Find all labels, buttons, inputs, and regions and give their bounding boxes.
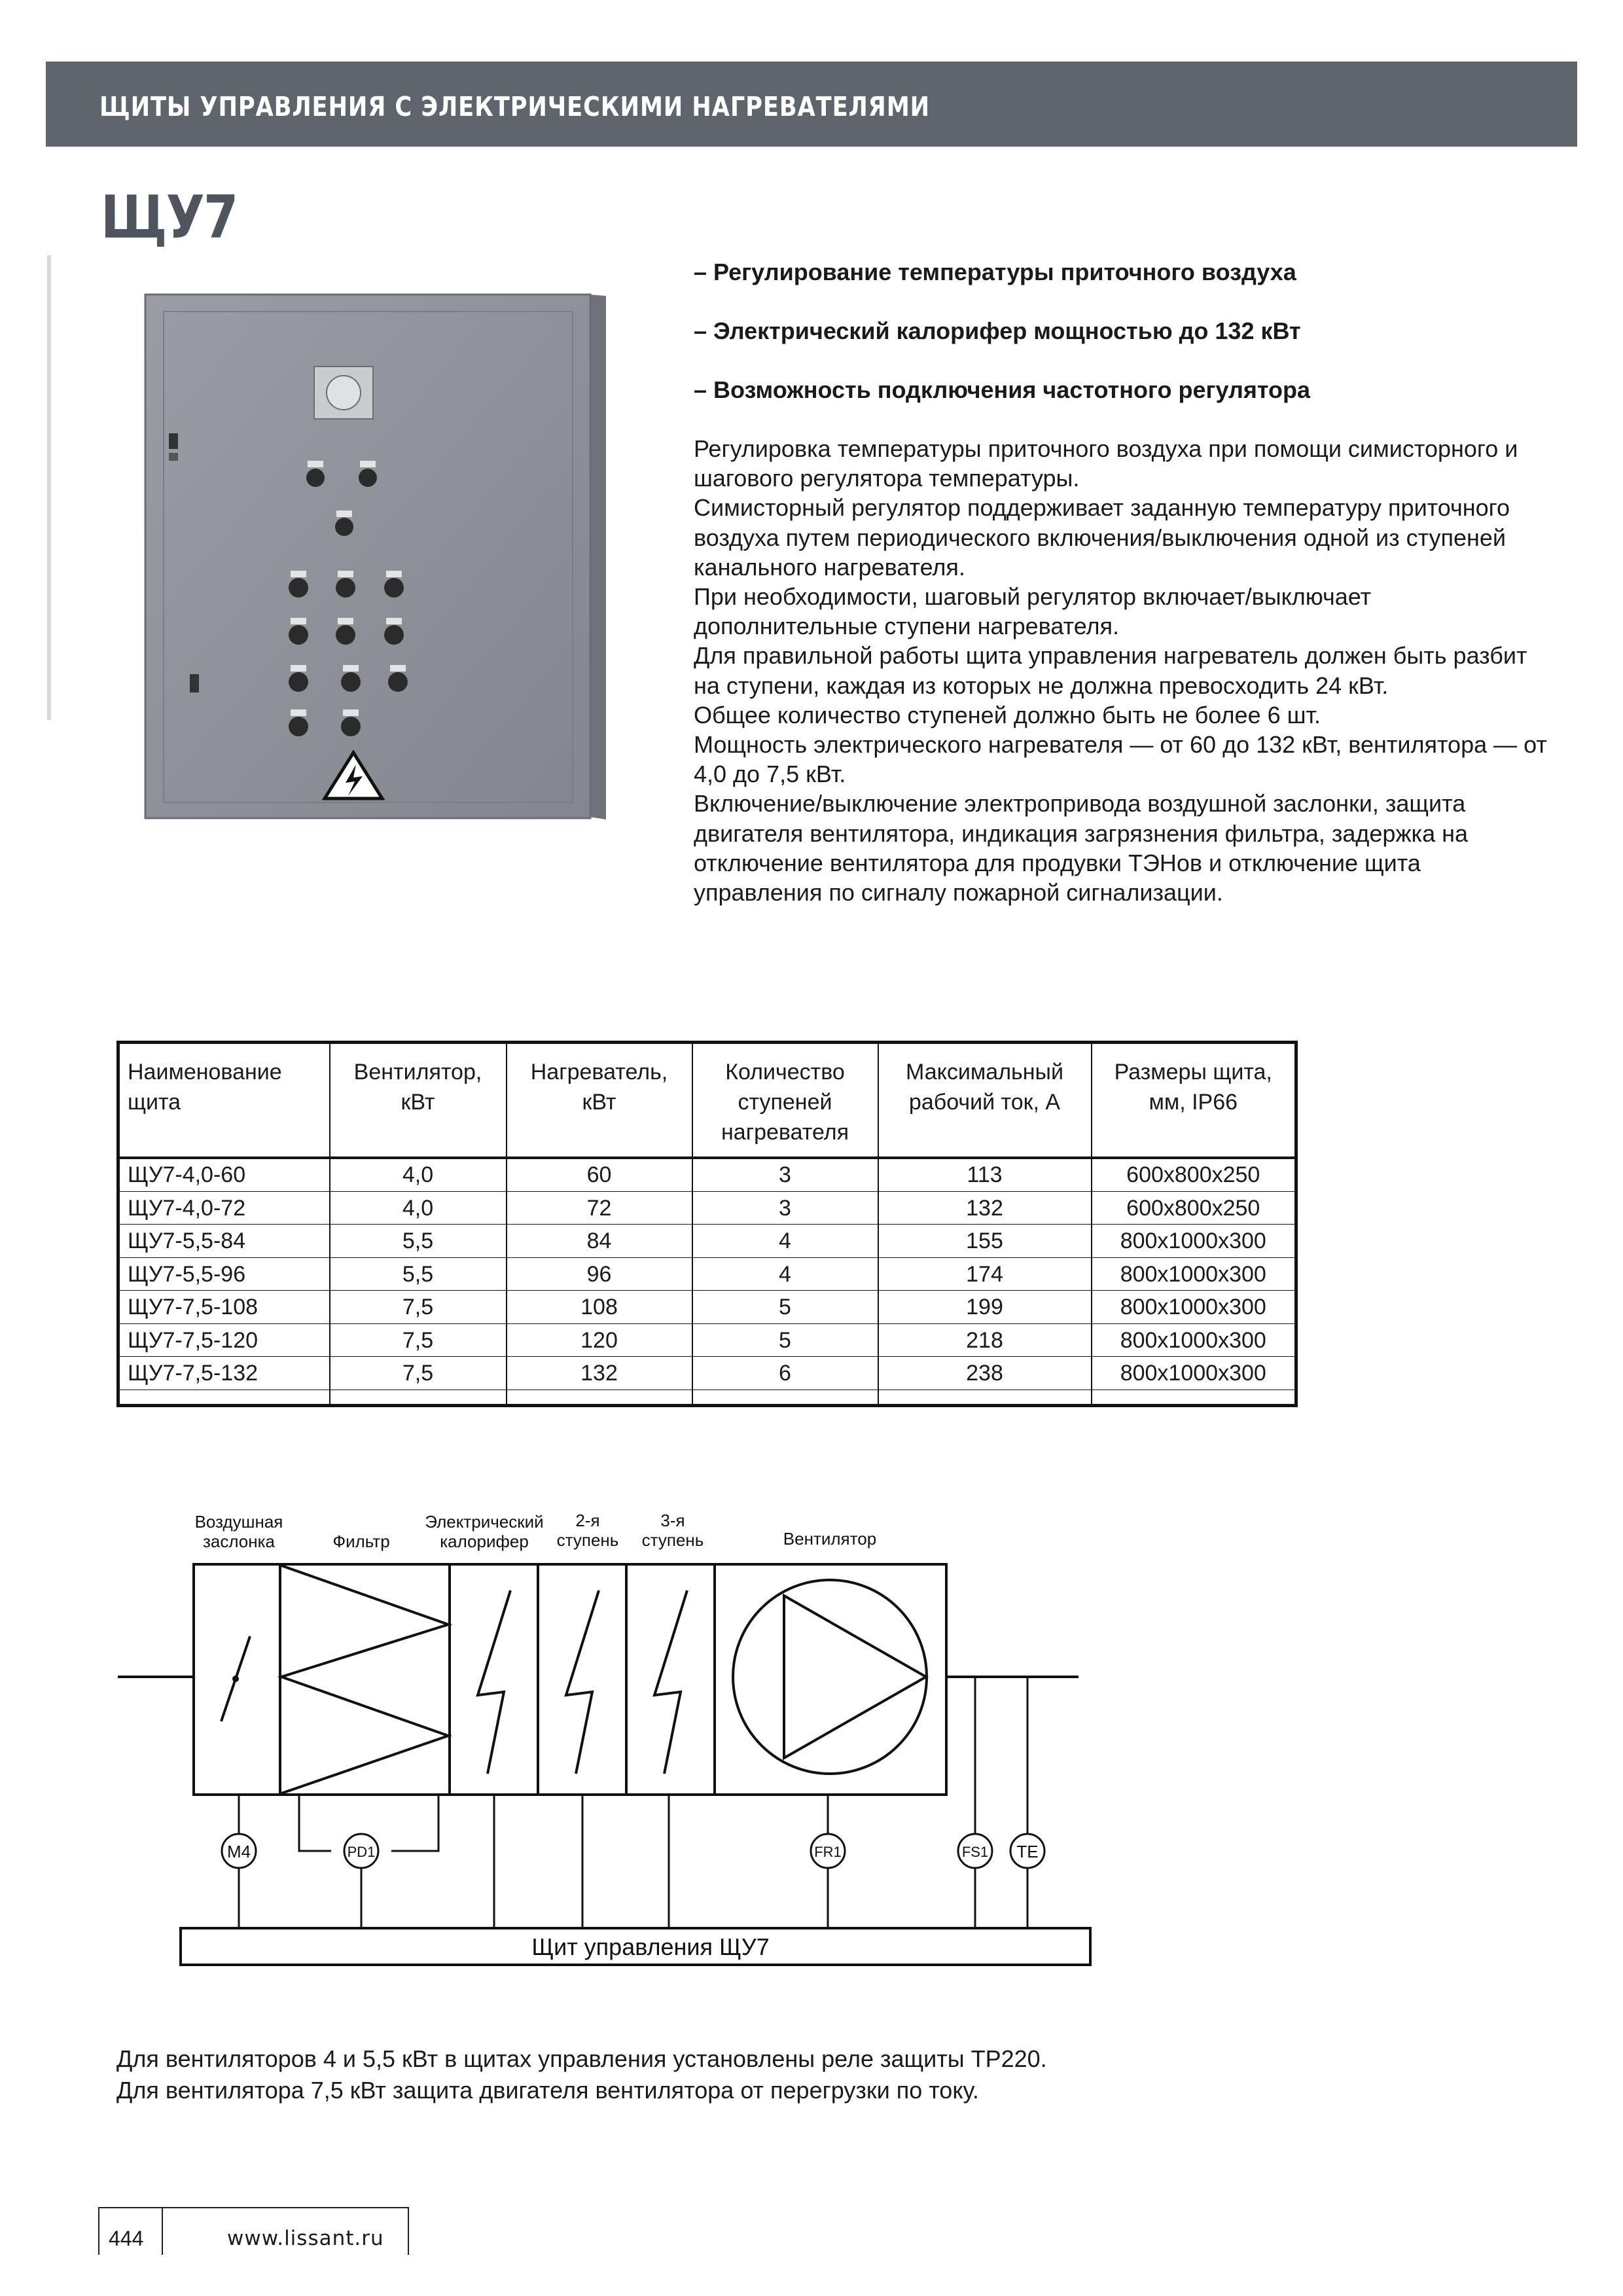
table-cell: 96 xyxy=(507,1257,692,1290)
label-heater: калорифер xyxy=(440,1532,529,1551)
description-paragraph: Регулировка температуры приточного воздуха при помощи симисторного и шагового регулятора температуры. xyxy=(694,435,1518,492)
table-cell: 218 xyxy=(878,1323,1092,1356)
table-cell: ЩУ7-5,5-96 xyxy=(118,1257,330,1290)
column-header: Размеры щита, мм, IP66 xyxy=(1114,1060,1272,1115)
table-cell: 120 xyxy=(507,1323,692,1356)
table-cell: 155 xyxy=(878,1225,1092,1257)
label-stage-2: 2-я xyxy=(575,1511,600,1530)
table-cell: ЩУ7-7,5-108 xyxy=(118,1291,330,1323)
table-row xyxy=(118,1225,1296,1257)
table-row xyxy=(118,1192,1296,1225)
table-cell: 3 xyxy=(692,1192,878,1225)
control-panel-label: Щит управления ЩУ7 xyxy=(531,1933,770,1960)
description-paragraph: Мощность электрического нагревателя — от 60 до 132 кВт, вентилятора — от 4,0 до 7,5 кВт. xyxy=(694,731,1547,788)
footer-divider xyxy=(162,2208,163,2255)
control-cabinet-photo xyxy=(137,281,609,825)
label-damper: Воздушная xyxy=(194,1512,283,1532)
table-row xyxy=(118,1323,1296,1356)
table-cell: 6 xyxy=(692,1357,878,1390)
description-paragraph: Симисторный регулятор поддерживает заданную температуру приточного воздуха путем периодического включения/выключения одной из ступеней канального нагревателя. xyxy=(694,494,1510,581)
sensor-pd1-label: PD1 xyxy=(347,1844,376,1860)
label-damper: заслонка xyxy=(202,1532,276,1551)
table-cell: ЩУ7-5,5-84 xyxy=(118,1225,330,1257)
label-heater: Электрический xyxy=(425,1512,544,1532)
column-header: Наименование щита xyxy=(118,1043,330,1158)
table-cell: 5,5 xyxy=(330,1257,507,1290)
table-cell: 132 xyxy=(507,1357,692,1390)
table-cell: 3 xyxy=(692,1158,878,1192)
table-cell: 7,5 xyxy=(330,1357,507,1390)
table-cell: 174 xyxy=(878,1257,1092,1290)
feature-item: – Возможность подключения частотного регулятора xyxy=(694,376,1311,403)
table-cell: 7,5 xyxy=(330,1291,507,1323)
table-cell: 84 xyxy=(507,1225,692,1257)
description-paragraph: Для правильной работы щита управления нагреватель должен быть разбит на ступени, каждая из которых не должна превосходить 24 кВт. xyxy=(694,642,1527,699)
table-cell: 4 xyxy=(692,1225,878,1257)
section-title: ЩИТЫ УПРАВЛЕНИЯ С ЭЛЕКТРИЧЕСКИМИ НАГРЕВАТЕЛЯМИ xyxy=(99,91,931,122)
description-paragraph: Общее количество ступеней должно быть не более 6 шт. xyxy=(694,701,1321,728)
note-line: Для вентиляторов 4 и 5,5 кВт в щитах управления установлены реле защиты ТР220. xyxy=(116,2045,1047,2072)
table-cell: 60 xyxy=(507,1158,692,1192)
description xyxy=(694,434,1551,907)
table-cell: 199 xyxy=(878,1291,1092,1323)
table-cell: ЩУ7-7,5-120 xyxy=(118,1323,330,1356)
sensor-m4 xyxy=(222,1834,256,1868)
table-cell: 800х1000х300 xyxy=(1092,1225,1296,1257)
label-stage-3: ступень xyxy=(641,1530,704,1550)
column-header: Максимальный рабочий ток, А xyxy=(878,1043,1092,1158)
table-cell: 800х1000х300 xyxy=(1092,1323,1296,1356)
filter-icon xyxy=(281,1566,448,1793)
sensor-te xyxy=(1010,1834,1044,1868)
table-cell: 238 xyxy=(878,1357,1092,1390)
heater-stage-1-icon xyxy=(478,1590,510,1774)
table-cell: 800х1000х300 xyxy=(1092,1291,1296,1323)
table-header-row xyxy=(118,1043,1296,1158)
product-title: ЩУ7 xyxy=(101,183,238,252)
label-stage-3: 3-я xyxy=(660,1511,685,1530)
damper-icon xyxy=(221,1636,250,1721)
table-cell: ЩУ7-7,5-132 xyxy=(118,1357,330,1390)
table-cell: 5 xyxy=(692,1323,878,1356)
sensor-te-label: TE xyxy=(1016,1842,1039,1861)
sensor-fs1 xyxy=(958,1834,992,1868)
table-cell: 113 xyxy=(878,1158,1092,1192)
table-cell: 800х1000х300 xyxy=(1092,1357,1296,1390)
table-cell: 132 xyxy=(878,1192,1092,1225)
heater-stage-2-icon xyxy=(566,1590,599,1774)
website-link[interactable]: www.lissant.ru xyxy=(227,2227,384,2250)
sensor-pd1 xyxy=(344,1834,378,1868)
description-paragraph: Включение/выключение электропривода воздушной заслонки, защита двигателя вентилятора, индикация загрязнения фильтра, задержка на отключение вентилятора для продувки ТЭНов и отключение щита управления по сигналу пожарной сигнализации. xyxy=(694,790,1468,906)
feature-item: – Электрический калорифер мощностью до 132 кВт xyxy=(694,317,1301,344)
label-filter: Фильтр xyxy=(332,1532,390,1551)
table-cell: 72 xyxy=(507,1192,692,1225)
fan-icon xyxy=(733,1580,927,1774)
column-header: Вентилятор, кВт xyxy=(330,1043,507,1158)
sensor-fr1 xyxy=(811,1834,845,1868)
sensor-m4-label: M4 xyxy=(226,1842,251,1861)
feature-list xyxy=(694,255,1479,432)
table-cell: 600х800х250 xyxy=(1092,1192,1296,1225)
column-header: Нагреватель, кВт xyxy=(507,1043,692,1158)
table-cell: 7,5 xyxy=(330,1323,507,1356)
page-number: 444 xyxy=(109,2227,144,2250)
ventilation-schematic xyxy=(111,1499,1093,1990)
table-cell: 108 xyxy=(507,1291,692,1323)
table-cell: 600х800х250 xyxy=(1092,1158,1296,1192)
label-stage-2: ступень xyxy=(556,1530,619,1550)
side-rule xyxy=(47,255,51,720)
table-cell: 4,0 xyxy=(330,1158,507,1192)
table-cell: 5 xyxy=(692,1291,878,1323)
sensor-fr1-label: FR1 xyxy=(814,1844,842,1860)
table-cell: 800х1000х300 xyxy=(1092,1257,1296,1290)
table-cell: 4,0 xyxy=(330,1192,507,1225)
table-cell: ЩУ7-4,0-60 xyxy=(118,1158,330,1192)
heater-stage-3-icon xyxy=(654,1590,687,1774)
table-row xyxy=(118,1357,1296,1390)
table-cell: 4 xyxy=(692,1257,878,1290)
table-row xyxy=(118,1257,1296,1290)
table-cell: 5,5 xyxy=(330,1225,507,1257)
note-line: Для вентилятора 7,5 кВт защита двигателя вентилятора от перегрузки по току. xyxy=(116,2077,979,2104)
column-header: Количество ступеней нагревателя xyxy=(692,1043,878,1158)
footer xyxy=(98,2207,409,2255)
specification-table xyxy=(116,1041,1298,1407)
sensor-fs1-label: FS1 xyxy=(961,1844,989,1860)
table-spacer xyxy=(118,1390,1296,1405)
feature-item: – Регулирование температуры приточного воздуха xyxy=(694,259,1296,285)
notes xyxy=(116,2043,1524,2106)
header-band xyxy=(46,62,1577,147)
table-cell: ЩУ7-4,0-72 xyxy=(118,1192,330,1225)
label-fan: Вентилятор xyxy=(783,1529,877,1549)
table-row xyxy=(118,1291,1296,1323)
table-row xyxy=(118,1158,1296,1192)
description-paragraph: При необходимости, шаговый регулятор включает/выключает дополнительные ступени нагревателя. xyxy=(694,583,1372,640)
